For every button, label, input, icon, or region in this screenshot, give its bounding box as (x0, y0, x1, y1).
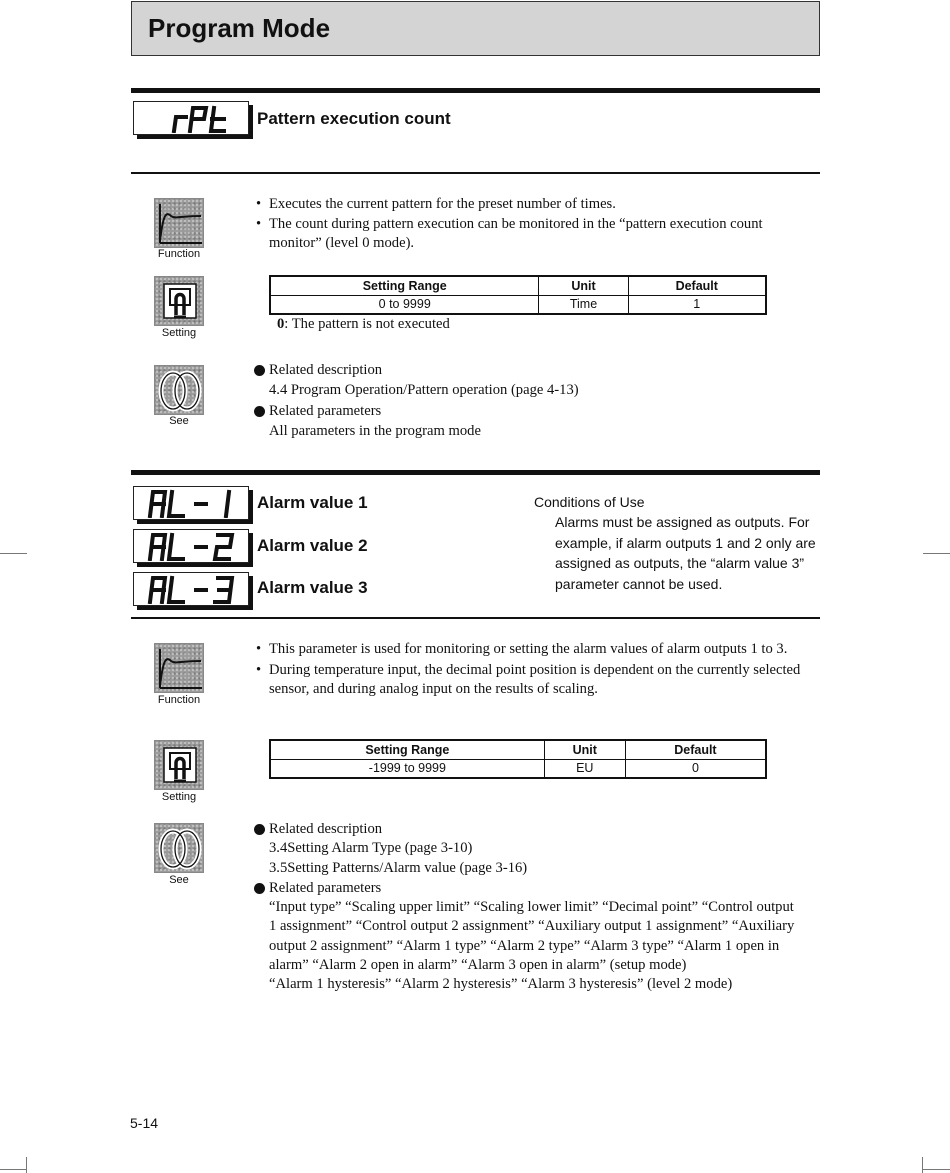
table-header-row (270, 740, 766, 759)
note-text: : The pattern is not executed (284, 316, 450, 332)
lcd-display-al-2 (133, 529, 249, 563)
setting-label: Setting (161, 327, 197, 339)
related-parameters-text: All parameters in the program mode (269, 422, 481, 439)
table-cell: 0 (625, 759, 766, 778)
related-parameters-text: “Input type” “Scaling upper limit” “Scaling lower limit” “Decimal point” “Control output 1 assignment” “Control output 2 assignment” “Auxiliary output 1 assignment” “Auxiliary output 2 assignment” “Alarm 1 type” “Alarm 2 type” “Alarm 3 type” “Alarm 1 open in alarm” “Alarm 2 open in alarm” “Alarm 3 open in alarm” (setup mode) (269, 899, 795, 974)
conditions-heading: Conditions of Use (534, 494, 645, 510)
section-rule (131, 617, 820, 619)
table-header-cell: Default (625, 740, 766, 759)
related-parameters-heading: Related parameters (256, 879, 801, 898)
table-row (270, 759, 766, 778)
related-parameters-text: “Alarm 1 hysteresis” “Alarm 2 hysteresis” “Alarm 3 hysteresis” (level 2 mode) (269, 976, 733, 993)
param-title-rpt: Pattern execution count (257, 109, 451, 128)
section-rule (131, 172, 820, 174)
rpt-setting-table (269, 275, 767, 315)
see-label: See (169, 415, 189, 427)
section-rule (131, 88, 820, 93)
rpt-function-bullets (256, 195, 812, 253)
crop-mark (26, 1157, 27, 1173)
bullet-item: • Executes the current pattern for the preset number of times. (256, 195, 812, 214)
setting-icon (154, 740, 204, 790)
function-label: Function (157, 694, 201, 706)
see-label: See (169, 874, 189, 886)
table-cell: 1 (628, 295, 766, 314)
bullet-item: • During temperature input, the decimal point position is dependent on the currently selected sensor, and during analog input on the results of scaling. (256, 661, 812, 699)
param-title-al-3: Alarm value 3 (257, 578, 368, 597)
alarm-related (256, 820, 801, 995)
section-rule (131, 470, 820, 475)
lcd-display-rpt (133, 101, 249, 135)
related-parameters-heading: Related parameters (256, 402, 812, 422)
rpt-related (256, 361, 812, 441)
crop-mark (923, 1169, 950, 1170)
table-cell: EU (544, 759, 625, 778)
related-description-text: 3.4Setting Alarm Type (page 3-10) (269, 840, 473, 857)
crop-mark (0, 1169, 27, 1170)
related-description-text: 4.4 Program Operation/Pattern operation (page 4-13) (269, 381, 579, 398)
table-header-cell: Default (628, 276, 766, 295)
param-title-al-1: Alarm value 1 (257, 493, 368, 512)
note-value: 0 (277, 316, 285, 332)
page-header (131, 1, 820, 56)
crop-mark (923, 553, 950, 554)
page-title: Program Mode (148, 13, 331, 43)
conditions-of-use (534, 492, 824, 594)
table-header-cell: Setting Range (270, 276, 539, 295)
param-title-al-2: Alarm value 2 (257, 536, 368, 555)
table-cell: -1999 to 9999 (368, 761, 446, 776)
setting-label: Setting (161, 791, 197, 803)
table-header-cell: Unit (544, 740, 625, 759)
rpt-setting-note (277, 315, 450, 334)
setting-icon (154, 276, 204, 326)
table-header-cell: Unit (539, 276, 628, 295)
bullet-item: • The count during pattern execution can be monitored in the “pattern execution count monitor” (level 0 mode). (256, 215, 812, 253)
page-number: 5-14 (130, 1115, 159, 1131)
table-row (270, 295, 766, 314)
table-cell: 0 to 9999 (378, 297, 431, 312)
function-label: Function (157, 248, 201, 260)
see-icon (154, 823, 204, 873)
crop-mark (0, 553, 27, 554)
lcd-code-rpt-glyph (134, 102, 247, 133)
function-icon (154, 643, 204, 693)
table-header-row (270, 276, 766, 295)
function-icon (154, 198, 204, 248)
bullet-item: • This parameter is used for monitoring or setting the alarm values of alarm outputs 1 to 3. (256, 640, 812, 659)
related-description-text: 3.5Setting Patterns/Alarm value (page 3-16) (269, 859, 528, 876)
related-description-heading: Related description (256, 820, 801, 839)
lcd-display-al-3 (133, 572, 249, 606)
table-cell: Time (539, 295, 628, 314)
see-icon (154, 365, 204, 415)
lcd-display-al-1 (133, 486, 249, 520)
related-description-heading: Related description (256, 361, 812, 381)
table-header-cell: Setting Range (270, 740, 544, 759)
crop-mark (922, 1157, 923, 1173)
conditions-body: Alarms must be assigned as outputs. For example, if alarm outputs 1 and 2 only are assigned as outputs, the “alarm value 3” parameter cannot be used. (555, 514, 816, 592)
alarm-function-bullets (256, 640, 812, 699)
alarm-setting-table (269, 739, 767, 779)
